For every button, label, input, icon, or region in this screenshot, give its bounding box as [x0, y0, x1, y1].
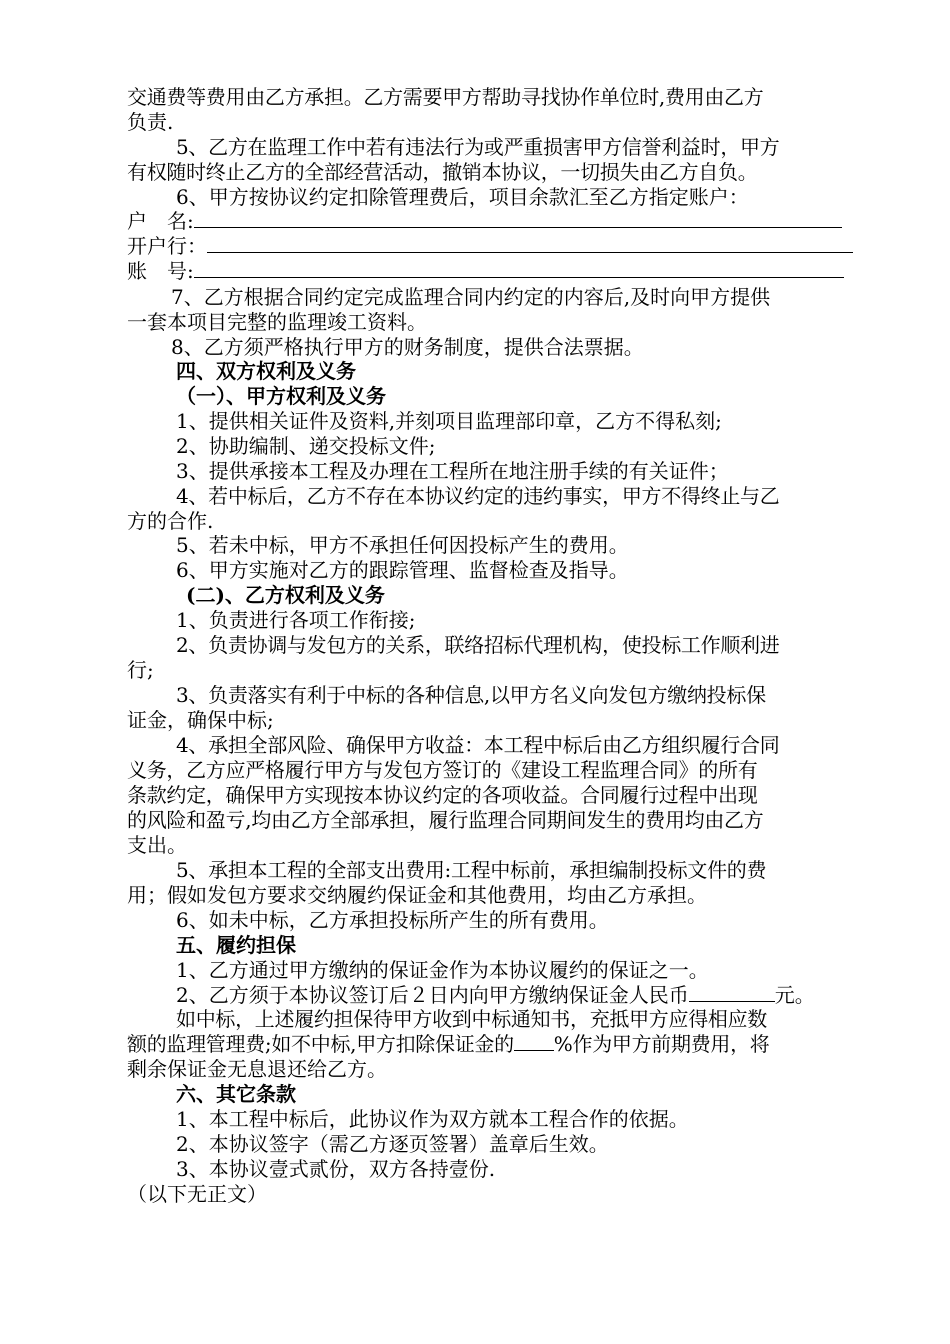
- clause-5: 5、乙方在监理工作中若有违法行为或严重损害甲方信誉利益时，甲方: [176, 135, 780, 159]
- list-item: 4、若中标后，乙方不存在本协议约定的违约事实，甲方不得终止与乙: [176, 484, 780, 508]
- paragraph-line: 用；假如发包方要求交纳履约保证金和其他费用，均由乙方承担。: [127, 883, 707, 907]
- list-item: 1、负责进行各项工作衔接;: [176, 608, 416, 632]
- deposit-text: 2、乙方须于本协议签订后２日内向甲方缴纳保证金人民币: [176, 983, 689, 1007]
- account-name-label: 户 名:: [127, 209, 194, 233]
- fee-text: 额的监理管理费;如不中标,甲方扣除保证金的: [127, 1032, 514, 1056]
- fee-percent-field[interactable]: [514, 1031, 554, 1051]
- list-item: 5、若未中标，甲方不承担任何因投标产生的费用。: [176, 533, 629, 557]
- end-note: （以下无正文）: [127, 1182, 267, 1206]
- clause-8: 8、乙方须严格执行甲方的财务制度，提供合法票据。: [171, 335, 644, 359]
- account-name-field[interactable]: [194, 208, 842, 228]
- list-item: 3、提供承接本工程及办理在工程所在地注册手续的有关证件；: [176, 459, 729, 483]
- list-item: 2、本协议签字（需乙方逐页签署）盖章后生效。: [176, 1132, 609, 1156]
- list-item: 2、负责协调与发包方的关系，联络招标代理机构，使投标工作顺利进: [176, 633, 780, 657]
- paragraph-line: 的风险和盈亏,均由乙方全部承担，履行监理合同期间发生的费用均由乙方: [127, 808, 764, 832]
- paragraph-line: 负责.: [127, 110, 174, 134]
- list-item: 5、承担本工程的全部支出费用:工程中标前，承担编制投标文件的费: [176, 858, 767, 882]
- paragraph-line: 条款约定，确保甲方实现按本协议约定的各项收益。合同履行过程中出现: [127, 783, 758, 807]
- paragraph-line: 义务，乙方应严格履行甲方与发包方签订的《建设工程监理合同》的所有: [127, 758, 758, 782]
- deposit-unit: 元。: [774, 983, 815, 1007]
- paragraph-line: 剩余保证金无息退还给乙方。: [127, 1057, 387, 1081]
- fee-row: [127, 1031, 770, 1057]
- paragraph-line: 证金，确保中标;: [127, 708, 274, 732]
- clause-6: 6、甲方按协议约定扣除管理费后，项目余款汇至乙方指定账户：: [176, 185, 749, 209]
- fee-text-end: %作为甲方前期费用，将: [553, 1032, 770, 1056]
- bank-field[interactable]: [207, 233, 853, 253]
- account-number-label: 账 号:: [127, 259, 194, 283]
- list-item: 1、本工程中标后，此协议作为双方就本工程合作的依据。: [176, 1107, 689, 1131]
- section-heading-6: 六、其它条款: [176, 1082, 296, 1106]
- bank-row: [127, 233, 853, 259]
- paragraph-line: 有权随时终止乙方的全部经营活动，撤销本协议，一切损失由乙方自负。: [127, 160, 758, 184]
- account-number-field[interactable]: [194, 258, 844, 278]
- paragraph-line: 一套本项目完整的监理竣工资料。: [127, 310, 427, 334]
- list-item: 3、本协议壹式贰份，双方各持壹份.: [176, 1157, 496, 1181]
- list-item: 3、负责落实有利于中标的各种信息,以甲方名义向发包方缴纳投标保: [176, 683, 766, 707]
- account-name-row: [127, 208, 842, 234]
- subsection-heading-2: (二)、乙方权利及义务: [186, 583, 385, 607]
- clause-7: 7、乙方根据合同约定完成监理合同内约定的内容后,及时向甲方提供: [171, 285, 771, 309]
- list-item: 6、甲方实施对乙方的跟踪管理、监督检查及指导。: [176, 558, 629, 582]
- list-item: 4、承担全部风险、确保甲方收益：本工程中标后由乙方组织履行合同: [176, 733, 780, 757]
- deposit-row: [176, 982, 815, 1008]
- section-heading-5: 五、履约担保: [176, 933, 296, 957]
- list-item: 1、乙方通过甲方缴纳的保证金作为本协议履约的保证之一。: [176, 958, 709, 982]
- account-number-row: [127, 258, 844, 284]
- paragraph-line: 行;: [127, 658, 154, 682]
- paragraph-line: 支出。: [127, 833, 187, 857]
- paragraph-line: 如中标，上述履约担保待甲方收到中标通知书，充抵甲方应得相应数: [176, 1007, 767, 1031]
- section-heading-4: 四、双方权利及义务: [176, 359, 356, 383]
- bank-label: 开户行：: [127, 234, 207, 258]
- subsection-heading-1: （一）、甲方权利及义务: [176, 384, 386, 408]
- list-item: 1、提供相关证件及资料,并刻项目监理部印章，乙方不得私刻;: [176, 409, 722, 433]
- deposit-amount-field[interactable]: [689, 982, 775, 1002]
- paragraph-line: 交通费等费用由乙方承担。乙方需要甲方帮助寻找协作单位时,费用由乙方: [127, 85, 764, 109]
- paragraph-line: 方的合作.: [127, 509, 214, 533]
- list-item: 2、协助编制、递交投标文件;: [176, 434, 436, 458]
- list-item: 6、如未中标，乙方承担投标所产生的所有费用。: [176, 908, 609, 932]
